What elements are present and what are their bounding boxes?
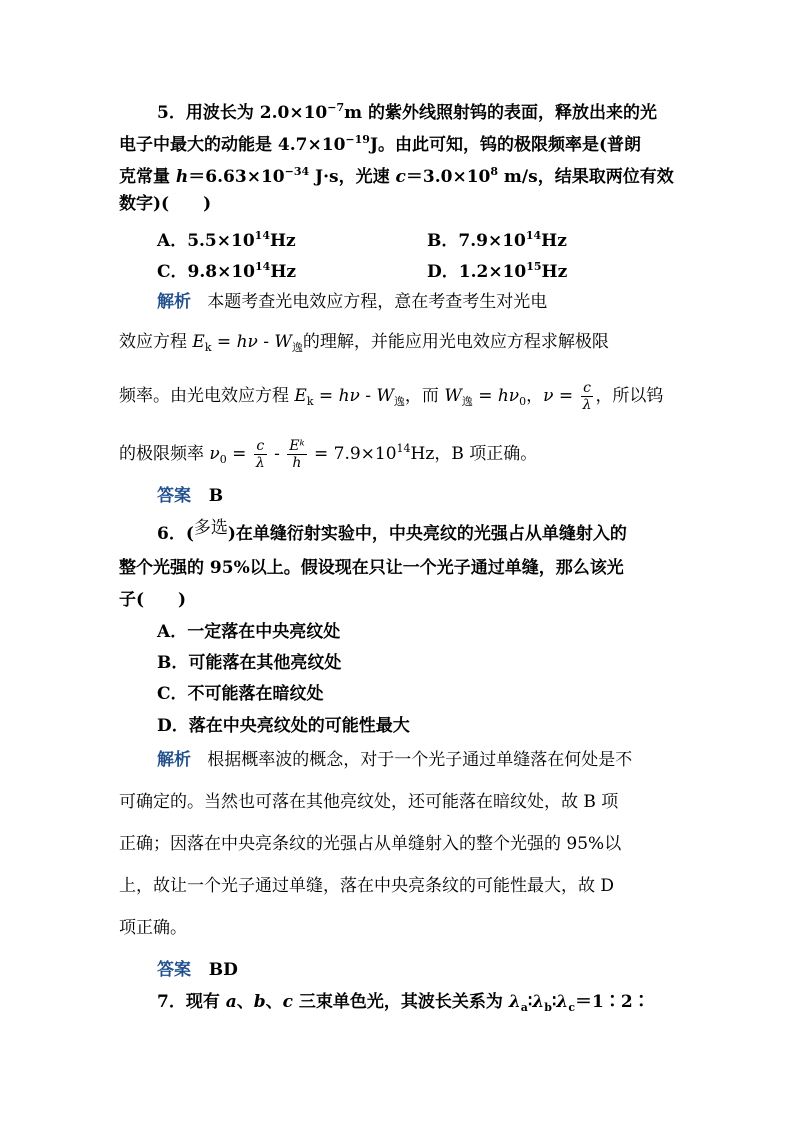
q6-answer: 答案 BD [157,960,238,980]
q5-line-2: 电子中最大的动能是 $4.7\times 10^{-19}J$。由此可知，钨的极限频率是(普朗 [119,133,642,155]
answer-label: 答案 [157,960,191,980]
q6-option-c: C．不可能落在暗纹处 [157,684,324,704]
fraction-c-over-lambda-2: $\frac{c}{\lambda}$ [255,438,265,471]
q5-line-1: 5．用波长为 $2.0\times 10^{-7}m$ 的紫外线照射钨的表面，释放出来的光 [157,101,658,123]
q5-option-c: C．$9.8\times 10^{14}Hz$ [157,260,297,282]
q5-analysis-line-4: 的极限频率 $\nu_0$ = $\frac{c}{\lambda}$ - $\frac{\text{Eᵏ}}{h}$ = $7.9\times 10^{14}Hz$，B 项正确。 [119,438,538,471]
q5-option-a: A．$5.5\times 10^{14}Hz$ [157,229,296,251]
q5-option-d: D．$1.2\times 10^{15}Hz$ [427,260,568,282]
q6-analysis-line-4: 上，故让一个光子通过单缝，落在中央亮条纹的可能性最大，故 D [119,876,615,896]
analysis-label: 解析 [157,750,191,770]
analysis-label: 解析 [157,292,191,312]
q6-analysis-line-1: 解析 根据概率波的概念，对于一个光子通过单缝落在何处是不 [157,750,633,770]
answer-label: 答案 [157,486,191,506]
q6-line-3: 子( ) [119,590,187,610]
q6-analysis-line-5: 项正确。 [119,918,187,938]
q6-analysis-line-2: 可确定的。当然也可落在其他亮纹处，还可能落在暗纹处，故 B 项 [119,792,619,812]
q5-line-3: 克常量 $h=6.63\times 10^{-34}$ J·s，光速 $c=3.0\times 10^8$ m/s，结果取两位有效 [119,165,674,187]
fraction-ek-over-h: $\frac{\text{Eᵏ}}{h}$ [289,438,305,471]
q5-line-4: 数字)( ) [119,194,212,214]
q5-option-b: B．$7.9\times 10^{14}Hz$ [427,229,567,251]
q5-answer: 答案 B [157,486,224,506]
q5-analysis-line-1: 解析 本题考查光电效应方程，意在考查考生对光电 [157,292,548,312]
fraction-c-over-lambda: $\frac{c}{\lambda}$ [582,380,592,413]
q6-option-d: D．落在中央亮纹处的可能性最大 [157,716,410,736]
q5-analysis-line-2: 效应方程 $E_k = h\nu - W_逸$的理解，并能应用光电效应方程求解极限 [119,332,609,354]
q6-option-b: B．可能落在其他亮纹处 [157,653,342,673]
q6-analysis-line-3: 正确；因落在中央亮条纹的光强占从单缝射入的整个光强的 95%以 [119,834,622,854]
q6-line-2: 整个光强的 95%以上。假设现在只让一个光子通过单缝，那么该光 [119,558,624,578]
q6-line-1: 6．(多选)在单缝衍射实验中，中央亮纹的光强占从单缝射入的 [157,518,627,544]
q5-analysis-line-3: 频率。由光电效应方程 $E_k = h\nu - W_逸$，而 $W_逸 = h\nu_0$，ν = $\frac{c}{\lambda}$ ，所以钨 [119,380,664,413]
q7-line-1: 7．现有 a、b、c 三束单色光，其波长关系为 $\lambda_a∶\lambda_b∶\lambda_c=1∶2∶$ [157,992,650,1014]
q6-option-a: A．一定落在中央亮纹处 [157,622,341,642]
